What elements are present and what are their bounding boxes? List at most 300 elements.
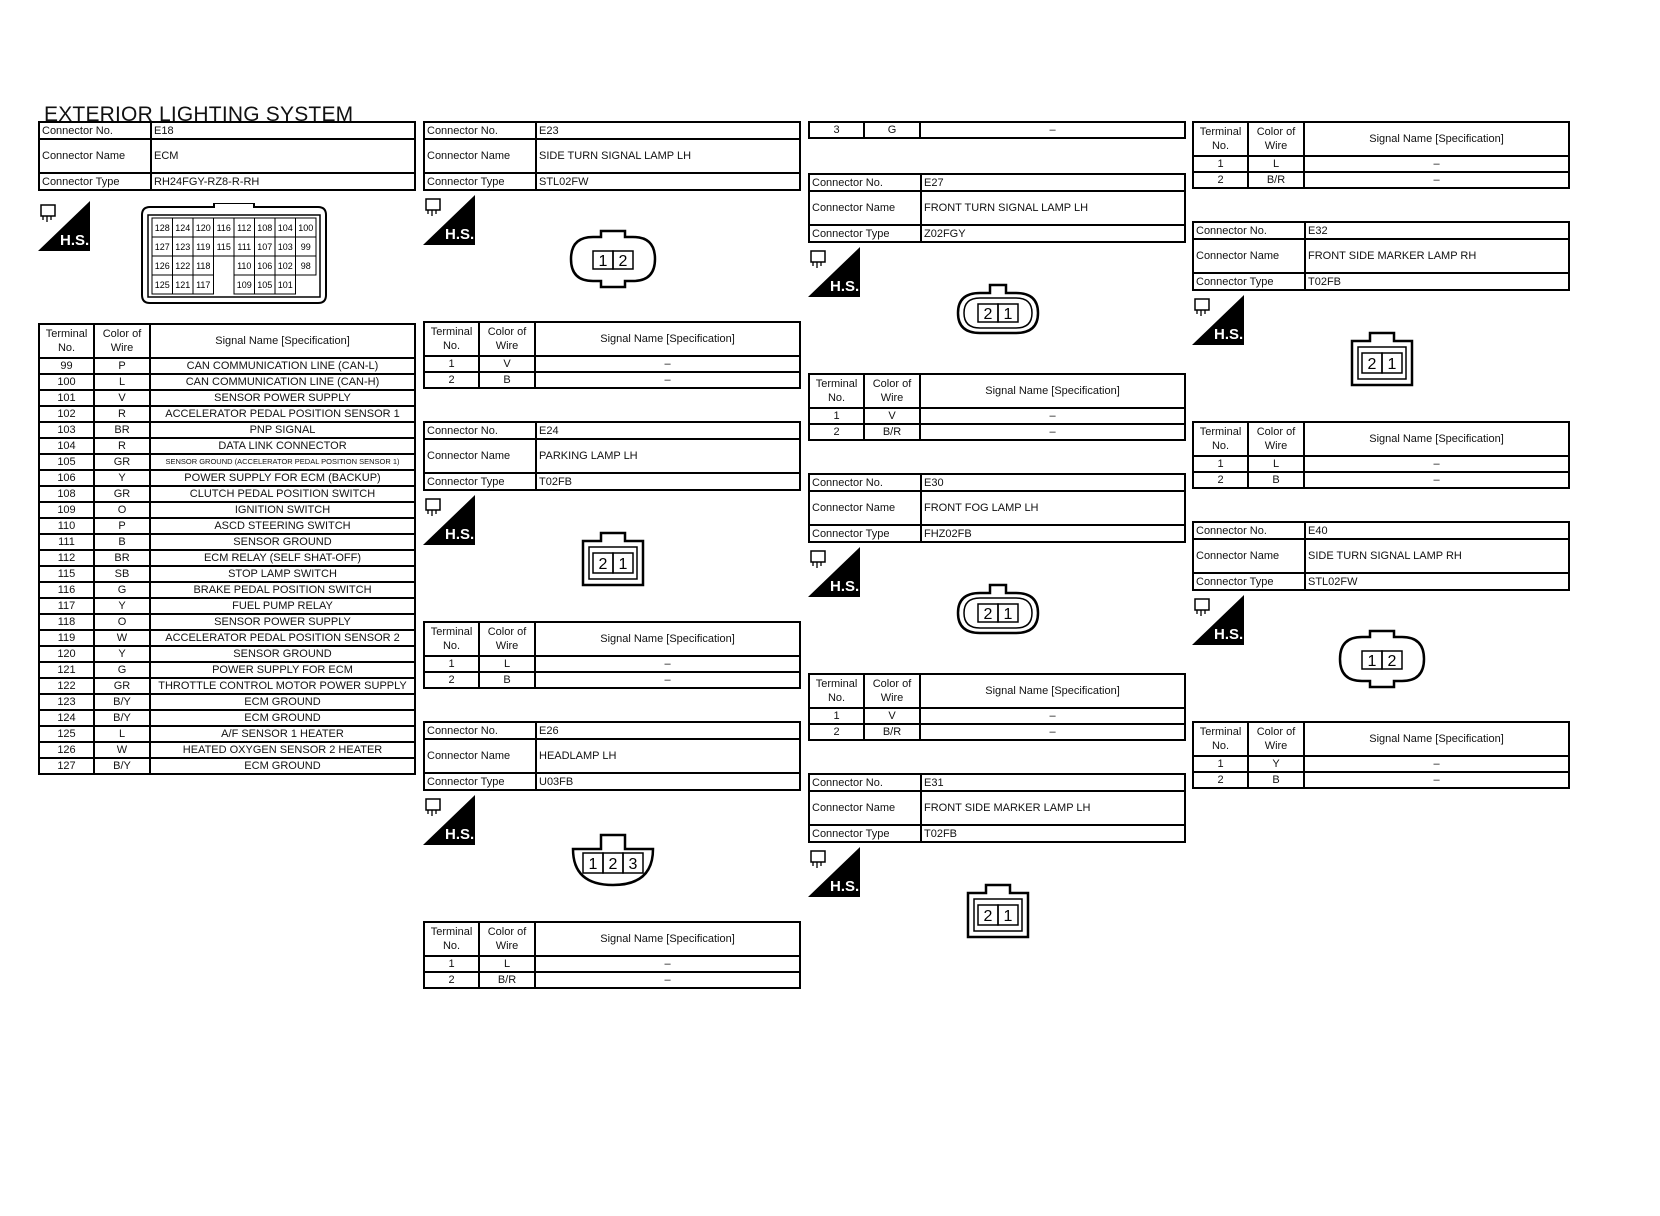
label-connector-type: Connector Type	[424, 173, 536, 190]
label-connector-no: Connector No.	[39, 122, 151, 139]
pin-number: 112	[237, 223, 252, 233]
svg-text:H.S.: H.S.	[830, 878, 860, 895]
column-3	[808, 121, 1186, 973]
signal-cell: –	[920, 424, 1185, 440]
connector-face-e26	[563, 829, 663, 891]
hs-badge-icon	[808, 247, 860, 297]
table-row	[39, 758, 415, 774]
terminal-cell: 103	[39, 422, 94, 438]
pin-number: 2	[983, 908, 993, 925]
table-row	[39, 470, 415, 486]
pin-number: 1	[1003, 306, 1013, 323]
hs-badge-icon	[808, 847, 860, 897]
terminal-cell: 117	[39, 598, 94, 614]
header-terminal-no: Terminal No.	[424, 322, 479, 356]
connector-no-value: E30	[921, 474, 1185, 491]
connector-info-table	[808, 473, 1186, 543]
connector-info-table	[423, 421, 801, 491]
terminal-table-e26	[423, 921, 801, 989]
header-color-of-wire: Color of Wire	[1248, 722, 1304, 756]
terminal-cell: 100	[39, 374, 94, 390]
header-signal-name: Signal Name [Specification]	[535, 922, 800, 956]
table-row	[1193, 456, 1569, 472]
wire-color-cell: V	[94, 390, 150, 406]
connector-face-e27	[948, 281, 1048, 343]
signal-cell: –	[1304, 472, 1569, 488]
signal-cell: –	[535, 956, 800, 972]
terminal-cell: 118	[39, 614, 94, 630]
signal-cell: A/F SENSOR 1 HEATER	[150, 726, 415, 742]
header-color-of-wire: Color of Wire	[864, 674, 920, 708]
svg-text:H.S.: H.S.	[830, 578, 860, 595]
header-color-of-wire: Color of Wire	[479, 922, 535, 956]
signal-cell: –	[535, 356, 800, 372]
pin-number: 119	[196, 242, 211, 252]
header-signal-name: Signal Name [Specification]	[150, 324, 415, 358]
terminal-cell: 125	[39, 726, 94, 742]
terminal-cell: 127	[39, 758, 94, 774]
connector-type-value: U03FB	[536, 773, 800, 790]
terminal-cell: 116	[39, 582, 94, 598]
header-color-of-wire: Color of Wire	[479, 322, 535, 356]
pin-number: 2	[983, 606, 993, 623]
pin-number: 125	[154, 280, 170, 290]
header-terminal-no: Terminal No.	[39, 324, 94, 358]
column-2	[423, 121, 801, 989]
label-connector-no: Connector No.	[424, 722, 536, 739]
table-row	[809, 408, 1185, 424]
table-row	[39, 614, 415, 630]
header-signal-name: Signal Name [Specification]	[1304, 722, 1569, 756]
header-terminal-no: Terminal No.	[1193, 422, 1248, 456]
wire-color-cell: B/Y	[94, 758, 150, 774]
terminal-cell: 105	[39, 454, 94, 470]
terminal-cell: 2	[1193, 172, 1248, 188]
table-row	[809, 424, 1185, 440]
svg-text:H.S.: H.S.	[830, 278, 860, 295]
table-row	[39, 678, 415, 694]
signal-cell: PNP SIGNAL	[150, 422, 415, 438]
table-row	[39, 646, 415, 662]
table-row	[39, 374, 415, 390]
table-row	[39, 582, 415, 598]
signal-cell: SENSOR POWER SUPPLY	[150, 614, 415, 630]
terminal-cell: 1	[1193, 456, 1248, 472]
wire-color-cell: B/R	[864, 424, 920, 440]
svg-text:H.S.: H.S.	[1214, 626, 1244, 643]
table-row	[39, 710, 415, 726]
terminal-cell: 104	[39, 438, 94, 454]
pin-number: 1	[1003, 606, 1013, 623]
label-connector-no: Connector No.	[809, 474, 921, 491]
signal-cell: ECM GROUND	[150, 710, 415, 726]
connector-name-value: FRONT TURN SIGNAL LAMP LH	[921, 191, 1185, 225]
pin-number: 102	[277, 261, 293, 271]
terminal-cell: 1	[424, 956, 479, 972]
connector-info-table	[808, 173, 1186, 243]
signal-cell: IGNITION SWITCH	[150, 502, 415, 518]
terminal-table-e18	[38, 323, 416, 775]
table-row	[424, 356, 800, 372]
signal-cell: –	[920, 724, 1185, 740]
table-row	[424, 956, 800, 972]
connector-info-table	[1192, 221, 1570, 291]
signal-cell: –	[1304, 756, 1569, 772]
label-connector-type: Connector Type	[809, 525, 921, 542]
label-connector-no: Connector No.	[809, 174, 921, 191]
terminal-table-e26-continued	[808, 121, 1186, 139]
label-connector-type: Connector Type	[1193, 273, 1305, 290]
svg-text:H.S.: H.S.	[445, 526, 475, 543]
pin-number: 1	[598, 253, 608, 270]
header-signal-name: Signal Name [Specification]	[920, 374, 1185, 408]
connector-name-value: FRONT FOG LAMP LH	[921, 491, 1185, 525]
table-row	[39, 598, 415, 614]
table-row	[39, 726, 415, 742]
terminal-cell: 1	[1193, 756, 1248, 772]
svg-text:H.S.: H.S.	[60, 232, 90, 249]
wire-color-cell: G	[94, 662, 150, 678]
table-row	[424, 656, 800, 672]
table-row	[1193, 156, 1569, 172]
pin-number: 120	[195, 223, 211, 233]
signal-cell: –	[535, 656, 800, 672]
table-row	[39, 502, 415, 518]
connector-e27	[808, 173, 1186, 441]
label-connector-name: Connector Name	[1193, 539, 1305, 573]
connector-type-value: STL02FW	[1305, 573, 1569, 590]
table-row	[39, 454, 415, 470]
terminal-table-e27	[808, 373, 1186, 441]
signal-cell: ASCD STEERING SWITCH	[150, 518, 415, 534]
header-signal-name: Signal Name [Specification]	[535, 322, 800, 356]
pin-number: 2	[983, 306, 993, 323]
connector-no-value: E40	[1305, 522, 1569, 539]
pin-number: 128	[154, 223, 170, 233]
connector-type-value: FHZ02FB	[921, 525, 1185, 542]
header-terminal-no: Terminal No.	[1193, 722, 1248, 756]
label-connector-name: Connector Name	[424, 739, 536, 773]
terminal-cell: 1	[809, 408, 864, 424]
signal-cell: STOP LAMP SWITCH	[150, 566, 415, 582]
connector-e24	[423, 421, 801, 689]
connector-info-table	[38, 121, 416, 191]
wire-color-cell: L	[94, 726, 150, 742]
terminal-cell: 112	[39, 550, 94, 566]
terminal-cell: 1	[424, 656, 479, 672]
hs-badge-icon	[1192, 595, 1244, 645]
wire-color-cell: B/Y	[94, 694, 150, 710]
label-connector-type: Connector Type	[39, 173, 151, 190]
pin-number: 1	[1387, 356, 1397, 373]
connector-e30	[808, 473, 1186, 741]
table-row	[39, 486, 415, 502]
connector-name-value: FRONT SIDE MARKER LAMP LH	[921, 791, 1185, 825]
table-row	[809, 724, 1185, 740]
header-color-of-wire: Color of Wire	[94, 324, 150, 358]
label-connector-type: Connector Type	[809, 825, 921, 842]
wire-color-cell: G	[864, 122, 920, 138]
label-connector-name: Connector Name	[39, 139, 151, 173]
table-row	[39, 518, 415, 534]
pin-number: 2	[1387, 653, 1397, 670]
signal-cell: SENSOR GROUND (ACCELERATOR PEDAL POSITION SENSOR 1)	[150, 454, 415, 470]
terminal-cell: 119	[39, 630, 94, 646]
wire-color-cell: B	[479, 672, 535, 688]
hs-badge-icon	[423, 795, 475, 845]
connector-name-value: ECM	[151, 139, 415, 173]
terminal-cell: 111	[39, 534, 94, 550]
connector-info-table	[1192, 521, 1570, 591]
connector-e18	[38, 121, 416, 775]
pin-number: 109	[236, 280, 252, 290]
pin-number: 108	[257, 223, 273, 233]
table-row	[39, 742, 415, 758]
table-row	[39, 662, 415, 678]
pin-number: 1	[618, 556, 628, 573]
pin-number: 2	[1367, 356, 1377, 373]
signal-cell: –	[535, 672, 800, 688]
label-connector-type: Connector Type	[424, 773, 536, 790]
wire-color-cell: O	[94, 502, 150, 518]
terminal-cell: 121	[39, 662, 94, 678]
wire-color-cell: B/R	[864, 724, 920, 740]
pin-number: 115	[216, 242, 231, 252]
wire-color-cell: Y	[1248, 756, 1304, 772]
pin-number: 117	[196, 280, 211, 290]
pin-number: 106	[257, 261, 273, 271]
table-row	[1193, 756, 1569, 772]
connector-info-table	[423, 721, 801, 791]
hs-badge-icon	[423, 495, 475, 545]
hs-badge-icon	[1192, 295, 1244, 345]
connector-face-e18	[134, 203, 334, 308]
terminal-cell: 120	[39, 646, 94, 662]
header-terminal-no: Terminal No.	[809, 374, 864, 408]
table-row	[39, 566, 415, 582]
table-row	[424, 672, 800, 688]
pin-number: 103	[277, 242, 293, 252]
pin-number: 118	[196, 261, 211, 271]
header-color-of-wire: Color of Wire	[864, 374, 920, 408]
connector-name-value: HEADLAMP LH	[536, 739, 800, 773]
header-color-of-wire: Color of Wire	[1248, 422, 1304, 456]
header-signal-name: Signal Name [Specification]	[920, 674, 1185, 708]
signal-cell: –	[535, 972, 800, 988]
signal-cell: –	[1304, 156, 1569, 172]
pin-number: 2	[598, 556, 608, 573]
connector-face-e31	[948, 881, 1048, 943]
terminal-cell: 99	[39, 358, 94, 374]
header-terminal-no: Terminal No.	[424, 922, 479, 956]
terminal-cell: 1	[1193, 156, 1248, 172]
table-row	[39, 534, 415, 550]
terminal-cell: 2	[424, 972, 479, 988]
label-connector-no: Connector No.	[1193, 222, 1305, 239]
pin-number: 99	[300, 242, 311, 252]
wire-color-cell: L	[479, 656, 535, 672]
label-connector-type: Connector Type	[424, 473, 536, 490]
table-row	[1193, 472, 1569, 488]
connector-face-e24	[563, 529, 663, 591]
pin-number: 124	[175, 223, 191, 233]
table-row	[1193, 172, 1569, 188]
connector-type-value: T02FB	[1305, 273, 1569, 290]
wire-color-cell: Y	[94, 598, 150, 614]
table-row	[39, 358, 415, 374]
pin-number: 122	[175, 261, 191, 271]
wire-color-cell: P	[94, 358, 150, 374]
signal-cell: BRAKE PEDAL POSITION SWITCH	[150, 582, 415, 598]
svg-text:H.S.: H.S.	[445, 226, 475, 243]
terminal-cell: 126	[39, 742, 94, 758]
connector-type-value: RH24FGY-RZ8-R-RH	[151, 173, 415, 190]
wire-color-cell: BR	[94, 422, 150, 438]
signal-cell: CAN COMMUNICATION LINE (CAN-H)	[150, 374, 415, 390]
table-row	[809, 122, 1185, 138]
terminal-cell: 115	[39, 566, 94, 582]
wire-color-cell: L	[94, 374, 150, 390]
signal-cell: HEATED OXYGEN SENSOR 2 HEATER	[150, 742, 415, 758]
signal-cell: ECM GROUND	[150, 758, 415, 774]
connector-no-value: E23	[536, 122, 800, 139]
connector-type-value: T02FB	[921, 825, 1185, 842]
terminal-cell: 2	[809, 424, 864, 440]
pin-number: 127	[154, 242, 170, 252]
wire-color-cell: G	[94, 582, 150, 598]
wire-color-cell: GR	[94, 678, 150, 694]
connector-type-value: STL02FW	[536, 173, 800, 190]
wire-color-cell: R	[94, 406, 150, 422]
label-connector-type: Connector Type	[809, 225, 921, 242]
column-4	[1192, 121, 1570, 789]
terminal-table-e40	[1192, 721, 1570, 789]
header-terminal-no: Terminal No.	[424, 622, 479, 656]
table-row	[39, 406, 415, 422]
header-signal-name: Signal Name [Specification]	[1304, 422, 1569, 456]
pin-number: 1	[1003, 908, 1013, 925]
connector-info-table	[423, 121, 801, 191]
wire-color-cell: B/R	[479, 972, 535, 988]
terminal-cell: 101	[39, 390, 94, 406]
terminal-table-e23	[423, 321, 801, 389]
table-row	[39, 694, 415, 710]
terminal-cell: 2	[1193, 472, 1248, 488]
terminal-cell: 1	[809, 708, 864, 724]
terminal-cell: 110	[39, 518, 94, 534]
pin-number: 1	[588, 856, 598, 873]
pin-number: 2	[608, 856, 618, 873]
pin-number: 126	[154, 261, 170, 271]
header-color-of-wire: Color of Wire	[1248, 122, 1304, 156]
connector-type-value: T02FB	[536, 473, 800, 490]
connector-face-e30	[948, 581, 1048, 643]
pin-number: 107	[257, 242, 273, 252]
connector-e26	[423, 721, 801, 989]
wire-color-cell: P	[94, 518, 150, 534]
terminal-cell: 1	[424, 356, 479, 372]
signal-cell: ACCELERATOR PEDAL POSITION SENSOR 2	[150, 630, 415, 646]
wire-color-cell: V	[864, 408, 920, 424]
wire-color-cell: R	[94, 438, 150, 454]
table-row	[39, 390, 415, 406]
table-row	[39, 438, 415, 454]
table-row	[809, 708, 1185, 724]
connector-no-value: E27	[921, 174, 1185, 191]
signal-cell: POWER SUPPLY FOR ECM (BACKUP)	[150, 470, 415, 486]
connector-e40	[1192, 521, 1570, 789]
pin-number: 98	[300, 261, 311, 271]
signal-cell: –	[1304, 172, 1569, 188]
connector-name-value: SIDE TURN SIGNAL LAMP RH	[1305, 539, 1569, 573]
wire-color-cell: GR	[94, 454, 150, 470]
table-row	[39, 550, 415, 566]
terminal-table-e31	[1192, 121, 1570, 189]
header-signal-name: Signal Name [Specification]	[1304, 122, 1569, 156]
signal-cell: CLUTCH PEDAL POSITION SWITCH	[150, 486, 415, 502]
label-connector-no: Connector No.	[1193, 522, 1305, 539]
connector-no-value: E32	[1305, 222, 1569, 239]
wire-color-cell: B	[479, 372, 535, 388]
pin-number: 105	[257, 280, 273, 290]
label-connector-no: Connector No.	[424, 422, 536, 439]
wire-color-cell: B	[1248, 772, 1304, 788]
pin-number: 101	[277, 280, 293, 290]
pin-number: 2	[618, 253, 628, 270]
wire-color-cell: L	[479, 956, 535, 972]
wire-color-cell: V	[479, 356, 535, 372]
terminal-cell: 122	[39, 678, 94, 694]
terminal-table-e32	[1192, 421, 1570, 489]
label-connector-name: Connector Name	[424, 139, 536, 173]
wire-color-cell: W	[94, 630, 150, 646]
signal-cell: –	[535, 372, 800, 388]
table-row	[39, 422, 415, 438]
wire-color-cell: L	[1248, 456, 1304, 472]
signal-cell: SENSOR GROUND	[150, 646, 415, 662]
header-signal-name: Signal Name [Specification]	[535, 622, 800, 656]
connector-e31	[808, 773, 1186, 973]
terminal-cell: 106	[39, 470, 94, 486]
signal-cell: –	[920, 122, 1185, 138]
label-connector-name: Connector Name	[1193, 239, 1305, 273]
connector-e23	[423, 121, 801, 389]
hs-badge-icon	[38, 201, 90, 251]
terminal-cell: 102	[39, 406, 94, 422]
label-connector-type: Connector Type	[1193, 573, 1305, 590]
connector-name-value: PARKING LAMP LH	[536, 439, 800, 473]
wire-color-cell: B/R	[1248, 172, 1304, 188]
connector-name-value: SIDE TURN SIGNAL LAMP LH	[536, 139, 800, 173]
header-terminal-no: Terminal No.	[809, 674, 864, 708]
label-connector-no: Connector No.	[424, 122, 536, 139]
terminal-cell: 124	[39, 710, 94, 726]
terminal-table-e30	[808, 673, 1186, 741]
hs-badge-icon	[808, 547, 860, 597]
signal-cell: –	[1304, 772, 1569, 788]
wire-color-cell: W	[94, 742, 150, 758]
label-connector-name: Connector Name	[424, 439, 536, 473]
wire-color-cell: Y	[94, 646, 150, 662]
terminal-cell: 2	[809, 724, 864, 740]
wire-color-cell: B/Y	[94, 710, 150, 726]
label-connector-name: Connector Name	[809, 191, 921, 225]
terminal-cell: 123	[39, 694, 94, 710]
connector-info-table	[808, 773, 1186, 843]
hs-badge-icon	[423, 195, 475, 245]
connector-face-e32	[1332, 329, 1432, 391]
svg-text:H.S.: H.S.	[1214, 326, 1244, 343]
